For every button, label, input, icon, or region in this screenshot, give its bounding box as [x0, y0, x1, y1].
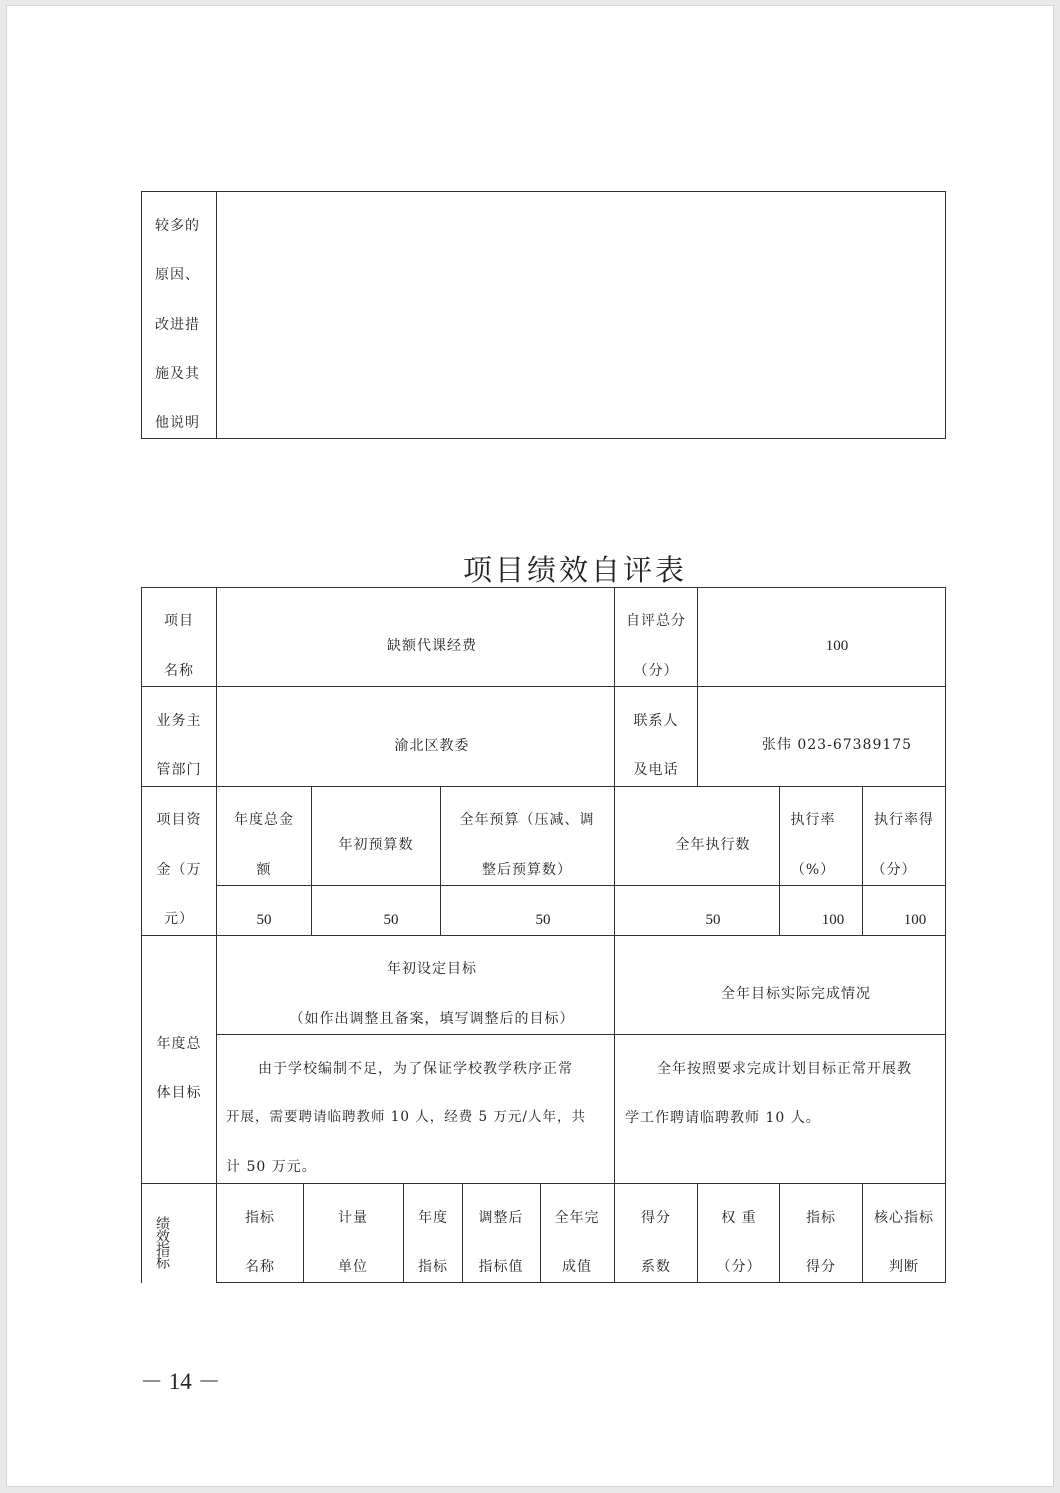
initial-budget-header: 年初预算数: [338, 837, 414, 853]
perf-label: 绩效指标: [154, 1216, 170, 1268]
perf-header-5-line-1: 全年完: [554, 1210, 600, 1226]
exec-rate-header-line-2: （%）: [790, 862, 836, 878]
full-year-budget-header-line-1: 全年预算（压减、调: [459, 812, 595, 828]
perf-header-2-line-1: 计量: [338, 1210, 368, 1226]
funds-label-line-2: 金（万: [156, 862, 202, 878]
perf-header-5-line-2: 成值: [562, 1259, 592, 1275]
name-label-line-2: 名称: [164, 663, 194, 679]
perf-header-7-line-2: （分）: [716, 1259, 762, 1275]
perf-header-9-line-1: 核心指标: [874, 1210, 934, 1226]
exec-rate-header-line-1: 执行率: [790, 812, 836, 828]
perf-header-6-line-2: 系数: [641, 1259, 671, 1275]
perf-header-9-line-2: 判断: [889, 1259, 919, 1275]
perf-header-4-line-1: 调整后: [478, 1210, 524, 1226]
perf-header-3-line-2: 指标: [418, 1259, 448, 1275]
perf-header-1-line-2: 名称: [245, 1259, 275, 1275]
perf-header-8-line-1: 指标: [806, 1210, 836, 1226]
dept-label-line-2: 管部门: [156, 762, 202, 778]
set-goal-header-line-2: （如作出调整且备案，填写调整后的目标）: [289, 1011, 575, 1027]
funds-label-line-3: 元）: [164, 911, 194, 927]
name-label-line-1: 项目: [164, 613, 194, 629]
exec-score-header-line-2: （分）: [871, 862, 917, 878]
perf-header-3-line-1: 年度: [418, 1210, 448, 1226]
set-goal-text-line-1: 由于学校编制不足，为了保证学校教学秩序正常: [258, 1061, 573, 1077]
set-goal-header-line-1: 年初设定目标: [387, 961, 477, 977]
executed-header: 全年执行数: [675, 837, 751, 853]
perf-header-2-line-2: 单位: [338, 1259, 368, 1275]
goal-label-line-2: 体目标: [156, 1085, 202, 1101]
top-label-line-4: 施及其: [155, 366, 200, 382]
exec-score-value: 100: [903, 912, 927, 928]
actual-goal-header: 全年目标实际完成情况: [721, 986, 871, 1002]
perf-header-8-line-2: 得分: [806, 1259, 836, 1275]
project-name-value: 缺额代课经费: [387, 638, 477, 654]
perf-header-1-line-1: 指标: [245, 1210, 275, 1226]
contact-value: 张伟 023-67389175: [761, 737, 913, 753]
annual-total-value: 50: [256, 912, 272, 928]
contact-label-line-1: 联系人: [633, 713, 679, 729]
annual-total-header-line-2: 额: [256, 862, 272, 878]
set-goal-text-line-3: 计 50 万元。: [226, 1159, 317, 1175]
exec-score-header-line-1: 执行率得: [874, 812, 934, 828]
actual-goal-text-line-1: 全年按照要求完成计划目标正常开展教: [657, 1061, 912, 1077]
perf-header-6-line-1: 得分: [641, 1210, 671, 1226]
score-label-line-1: 自评总分: [626, 613, 686, 629]
goal-label-line-1: 年度总: [156, 1036, 202, 1052]
executed-value: 50: [705, 912, 721, 928]
dept-label-line-1: 业务主: [156, 713, 202, 729]
actual-goal-text-line-2: 学工作聘请临聘教师 10 人。: [625, 1110, 821, 1126]
annual-total-header-line-1: 年度总金: [234, 812, 294, 828]
funds-label-line-1: 项目资: [156, 812, 202, 828]
top-label-line-5: 他说明: [155, 415, 200, 431]
top-label-line-3: 改进措: [155, 317, 200, 333]
form-title: 项目绩效自评表: [462, 553, 688, 587]
contact-label-line-2: 及电话: [633, 762, 679, 778]
top-label-line-1: 较多的: [155, 218, 200, 234]
full-year-budget-header-line-2: 整后预算数）: [482, 862, 572, 878]
score-label-line-2: （分）: [633, 663, 679, 679]
top-label-line-2: 原因、: [155, 267, 200, 283]
set-goal-text-line-2: 开展，需要聘请临聘教师 10 人，经费 5 万元/人年，共: [226, 1109, 586, 1125]
page-number: － 14 －: [140, 1369, 221, 1394]
dept-value: 渝北区教委: [394, 738, 470, 754]
perf-header-4-line-2: 指标值: [478, 1259, 524, 1275]
total-score-value: 100: [825, 638, 849, 654]
initial-budget-value: 50: [383, 912, 399, 928]
full-year-budget-value: 50: [535, 912, 551, 928]
exec-rate-value: 100: [821, 912, 845, 928]
perf-header-7-line-1: 权 重: [721, 1210, 757, 1226]
